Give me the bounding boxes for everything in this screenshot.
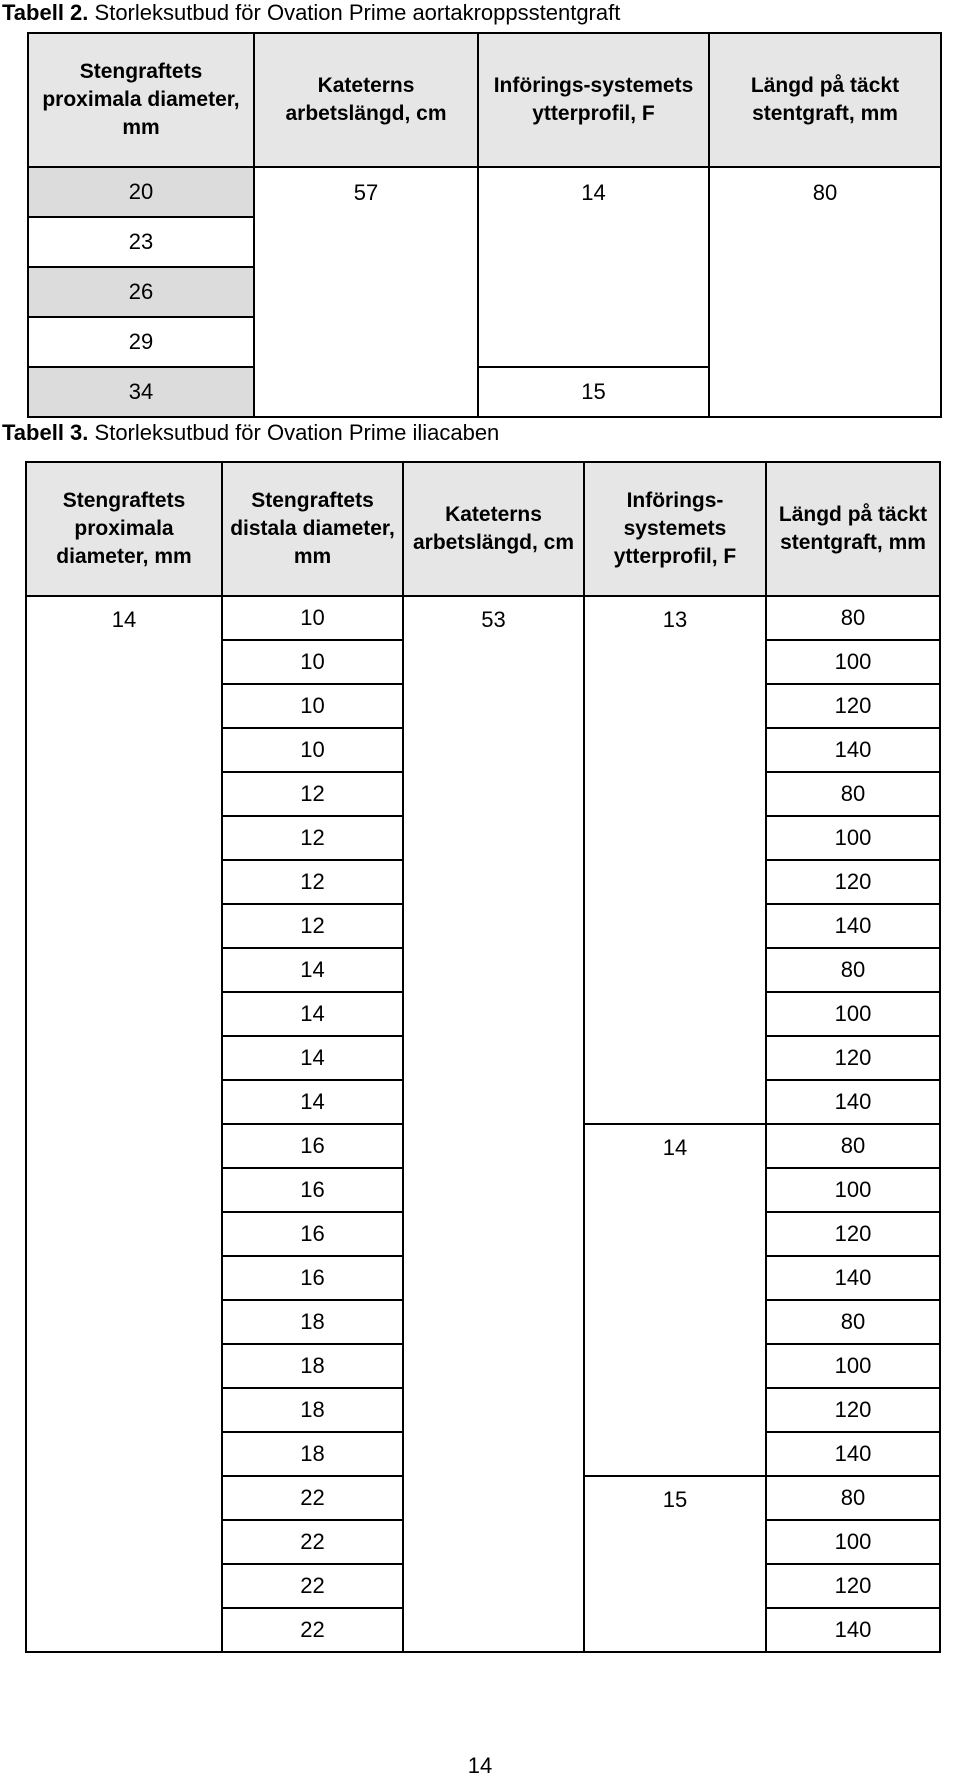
- table2-proximal-cell: 34: [28, 367, 254, 417]
- table2-header-row: [28, 33, 941, 167]
- table3-distal-cell: 22: [222, 1520, 403, 1564]
- table3-length-cell: 140: [766, 904, 940, 948]
- table2-profile-cell: 14: [478, 167, 709, 367]
- table3-distal-cell: 14: [222, 992, 403, 1036]
- table2-catheter-cell: 57: [254, 167, 478, 417]
- table3-length-cell: 100: [766, 1344, 940, 1388]
- table3-length-cell: 100: [766, 816, 940, 860]
- table-row: [26, 596, 940, 640]
- table2-proximal-cell: 26: [28, 267, 254, 317]
- table3-length-cell: 80: [766, 596, 940, 640]
- table3-label: Tabell 3.: [2, 420, 89, 445]
- table3-distal-cell: 10: [222, 684, 403, 728]
- table3-distal-cell: 12: [222, 860, 403, 904]
- table2-label: Tabell 2.: [2, 0, 89, 25]
- table3-distal-cell: 12: [222, 816, 403, 860]
- table3-distal-cell: 10: [222, 728, 403, 772]
- table3-title: [2, 420, 499, 446]
- table3-length-cell: 80: [766, 1300, 940, 1344]
- table3-distal-cell: 18: [222, 1344, 403, 1388]
- table3-header-proximal: Stengraftets proximala diameter, mm: [26, 462, 222, 596]
- table3-profile-cell: 14: [584, 1124, 766, 1476]
- table3: [25, 461, 941, 1653]
- table3-length-cell: 120: [766, 1564, 940, 1608]
- table2: [27, 32, 942, 418]
- table3-distal-cell: 22: [222, 1476, 403, 1520]
- table3-length-cell: 100: [766, 992, 940, 1036]
- table3-distal-cell: 18: [222, 1388, 403, 1432]
- table3-distal-cell: 14: [222, 1036, 403, 1080]
- table3-distal-cell: 16: [222, 1256, 403, 1300]
- table3-profile-cell: 13: [584, 596, 766, 1124]
- table3-profile-cell: 15: [584, 1476, 766, 1652]
- table3-length-cell: 140: [766, 1432, 940, 1476]
- table-row: [28, 167, 941, 217]
- table3-distal-cell: 12: [222, 904, 403, 948]
- table3-length-cell: 80: [766, 948, 940, 992]
- table3-distal-cell: 16: [222, 1168, 403, 1212]
- table3-distal-cell: 14: [222, 948, 403, 992]
- table3-length-cell: 120: [766, 684, 940, 728]
- table3-length-cell: 100: [766, 1520, 940, 1564]
- table2-proximal-cell: 23: [28, 217, 254, 267]
- table3-distal-cell: 18: [222, 1300, 403, 1344]
- table3-distal-cell: 16: [222, 1212, 403, 1256]
- table3-catheter-cell: 53: [403, 596, 584, 1652]
- table3-distal-cell: 10: [222, 640, 403, 684]
- table2-proximal-cell: 20: [28, 167, 254, 217]
- table3-header-catheter: Kateterns arbetslängd, cm: [403, 462, 584, 596]
- table3-length-cell: 140: [766, 1608, 940, 1652]
- table3-length-cell: 120: [766, 1212, 940, 1256]
- table3-header-length: Längd på täckt stentgraft, mm: [766, 462, 940, 596]
- table3-length-cell: 80: [766, 1124, 940, 1168]
- table3-header-profile: Införings-systemets ytterprofil, F: [584, 462, 766, 596]
- page-number: 14: [467, 1753, 493, 1778]
- table3-body: [26, 596, 940, 1652]
- table3-length-cell: 120: [766, 1036, 940, 1080]
- table3-caption: Storleksutbud för Ovation Prime iliacaben: [94, 420, 500, 445]
- table3-length-cell: 140: [766, 728, 940, 772]
- table3-distal-cell: 18: [222, 1432, 403, 1476]
- table2-header-proximal: Stengraftets proximala diameter, mm: [28, 33, 254, 167]
- table3-length-cell: 120: [766, 1388, 940, 1432]
- table3-distal-cell: 12: [222, 772, 403, 816]
- table2-caption: Storleksutbud för Ovation Prime aortakroppsstentgraft: [94, 0, 621, 25]
- table3-proximal-cell: 14: [26, 596, 222, 1652]
- table3-distal-cell: 22: [222, 1608, 403, 1652]
- table3-length-cell: 80: [766, 772, 940, 816]
- table2-header-catheter: Kateterns arbetslängd, cm: [254, 33, 478, 167]
- table3-length-cell: 140: [766, 1256, 940, 1300]
- table3-length-cell: 140: [766, 1080, 940, 1124]
- table3-length-cell: 120: [766, 860, 940, 904]
- table3-distal-cell: 22: [222, 1564, 403, 1608]
- table2-header-profile: Införings-systemets ytterprofil, F: [478, 33, 709, 167]
- table3-length-cell: 80: [766, 1476, 940, 1520]
- table3-distal-cell: 14: [222, 1080, 403, 1124]
- table3-length-cell: 100: [766, 640, 940, 684]
- table3-distal-cell: 10: [222, 596, 403, 640]
- table2-profile-cell: 15: [478, 367, 709, 417]
- table2-length-cell: 80: [709, 167, 941, 417]
- table2-proximal-cell: 29: [28, 317, 254, 367]
- table3-header-row: [26, 462, 940, 596]
- table3-header-distal: Stengraftets distala diameter, mm: [222, 462, 403, 596]
- table3-length-cell: 100: [766, 1168, 940, 1212]
- table2-header-length: Längd på täckt stentgraft, mm: [709, 33, 941, 167]
- table2-title: [2, 0, 620, 26]
- table3-distal-cell: 16: [222, 1124, 403, 1168]
